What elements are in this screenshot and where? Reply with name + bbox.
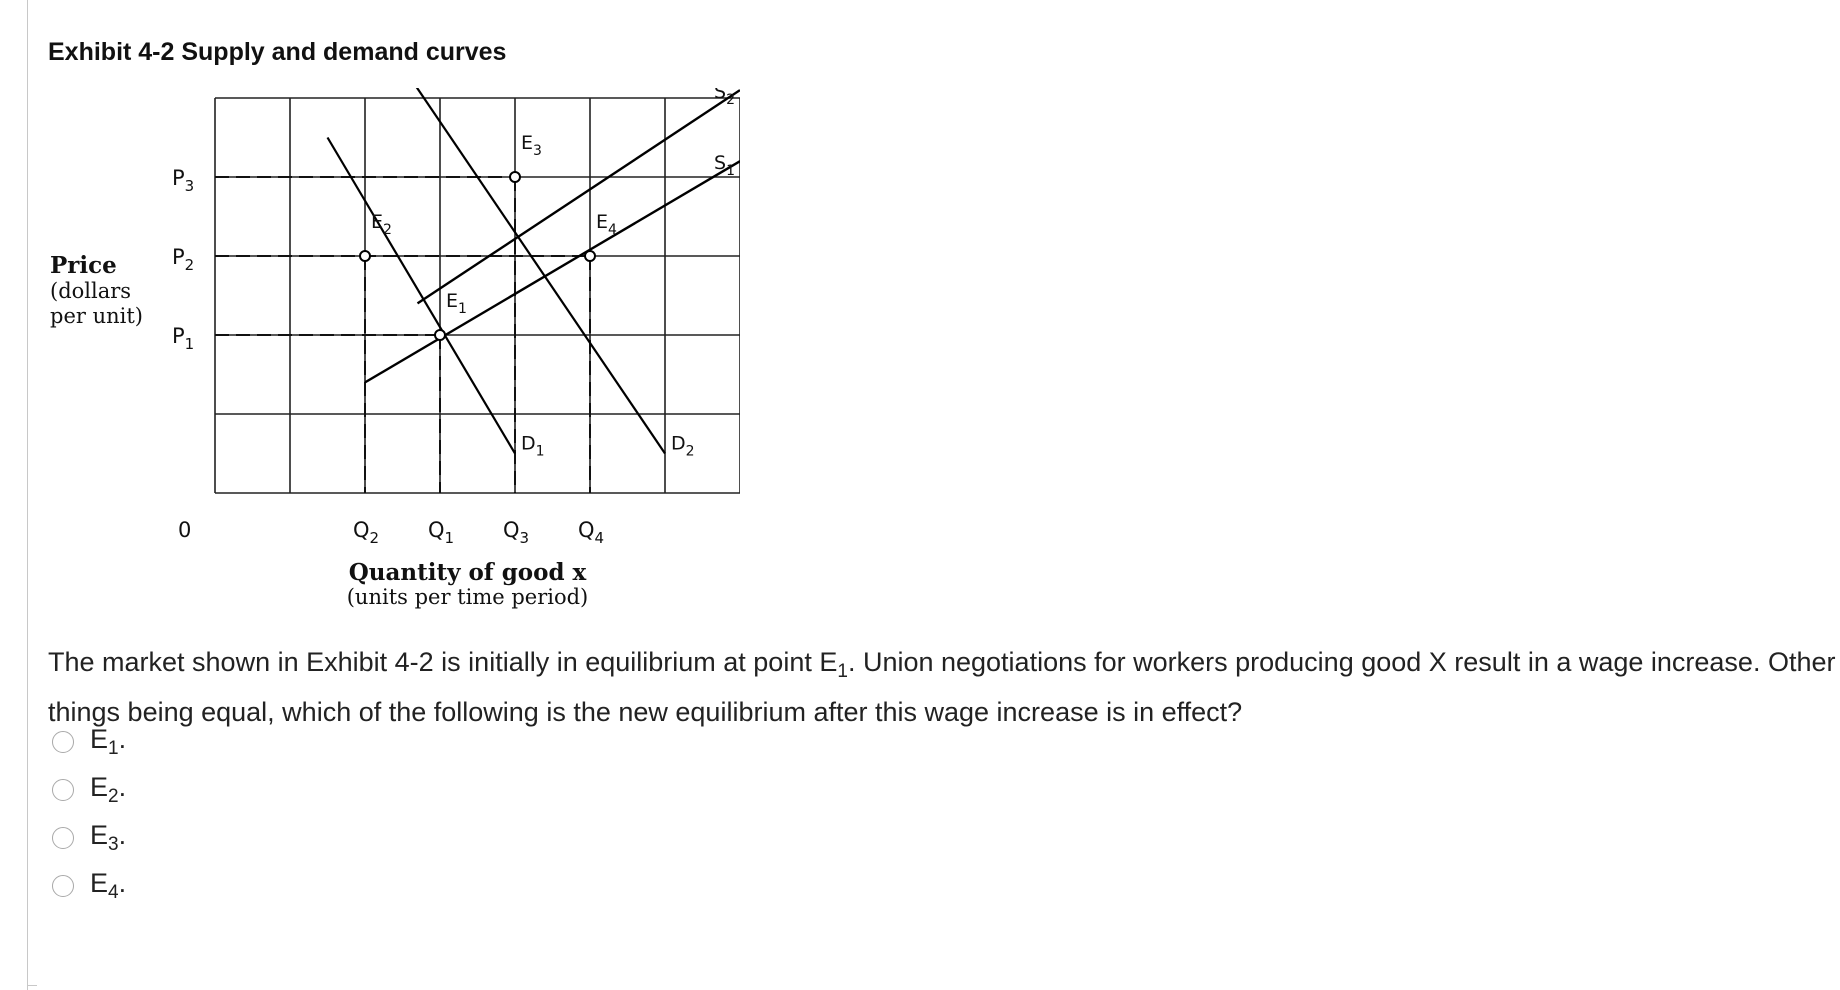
y-tick-label-p3: $P_3$ [172,166,195,195]
equilibrium-point-e3 [510,172,520,182]
question-text-part-1: The market shown in Exhibit 4-2 is initially in equilibrium at point E [48,647,838,677]
curve-label-s1: $S_1$ [714,152,735,180]
option-label: $E_4$. [90,868,127,903]
curve-s2 [418,90,741,303]
answer-option-e2[interactable] [52,766,126,814]
x-tick-label-q2: $Q_2$ [353,518,380,547]
radio-button[interactable] [52,827,74,849]
label-layer [50,88,735,609]
option-label: $E_3$. [90,820,127,855]
answer-option-e1[interactable] [52,718,126,766]
y-tick-label-p1: $P_1$ [172,324,195,353]
y-axis-title-line: (dollars [50,279,132,303]
exhibit-title: Exhibit 4-2 Supply and demand curves [48,38,507,66]
page-border-tick [27,985,37,986]
page-left-border [27,0,28,990]
radio-button[interactable] [52,875,74,897]
answer-option-e4[interactable] [52,862,126,910]
y-tick-label-p2: $P_2$ [172,245,195,274]
supply-demand-figure [40,88,740,633]
grid-layer [215,98,740,493]
question-text [48,642,1838,732]
option-label: $E_2$. [90,772,127,807]
question-subscript: 1 [837,661,848,682]
equilibrium-point-e1 [435,330,445,340]
option-label: $E_1$. [90,724,127,759]
x-tick-label-q4: $Q_4$ [578,518,605,547]
equilibrium-point-e4 [585,251,595,261]
x-axis-title: Quantity of good x [348,559,587,586]
curve-label-d1: $D_1$ [521,432,545,460]
question-text-part-2: . Union negotiations for workers producing good X result in a wage increase. Other things being equal, which of the following is the new equilibrium after this wage increase is in effect? [48,647,1836,727]
y-axis-title-line: per unit) [50,304,143,328]
curve-label-d2: $D_2$ [671,432,695,460]
equilibrium-label-e4: $E_4$ [596,211,617,238]
equilibrium-point-e2 [360,251,370,261]
equilibrium-label-e3: $E_3$ [521,132,542,159]
equilibrium-label-e2: $E_2$ [371,211,392,238]
supply-demand-chart [40,88,740,628]
answer-option-e3[interactable] [52,814,126,862]
origin-label: 0 [178,518,192,542]
curve-d1 [328,138,516,454]
radio-button[interactable] [52,779,74,801]
radio-button[interactable] [52,731,74,753]
x-tick-label-q3: $Q_3$ [503,518,530,547]
y-axis-title-line: Price [50,252,117,279]
curve-label-s2: $S_2$ [714,88,735,109]
x-axis-subtitle: (units per time period) [346,585,589,609]
x-tick-label-q1: $Q_1$ [428,518,455,547]
equilibrium-label-e1: $E_1$ [446,290,467,317]
answer-options [52,718,126,910]
curve-s1 [365,161,740,382]
